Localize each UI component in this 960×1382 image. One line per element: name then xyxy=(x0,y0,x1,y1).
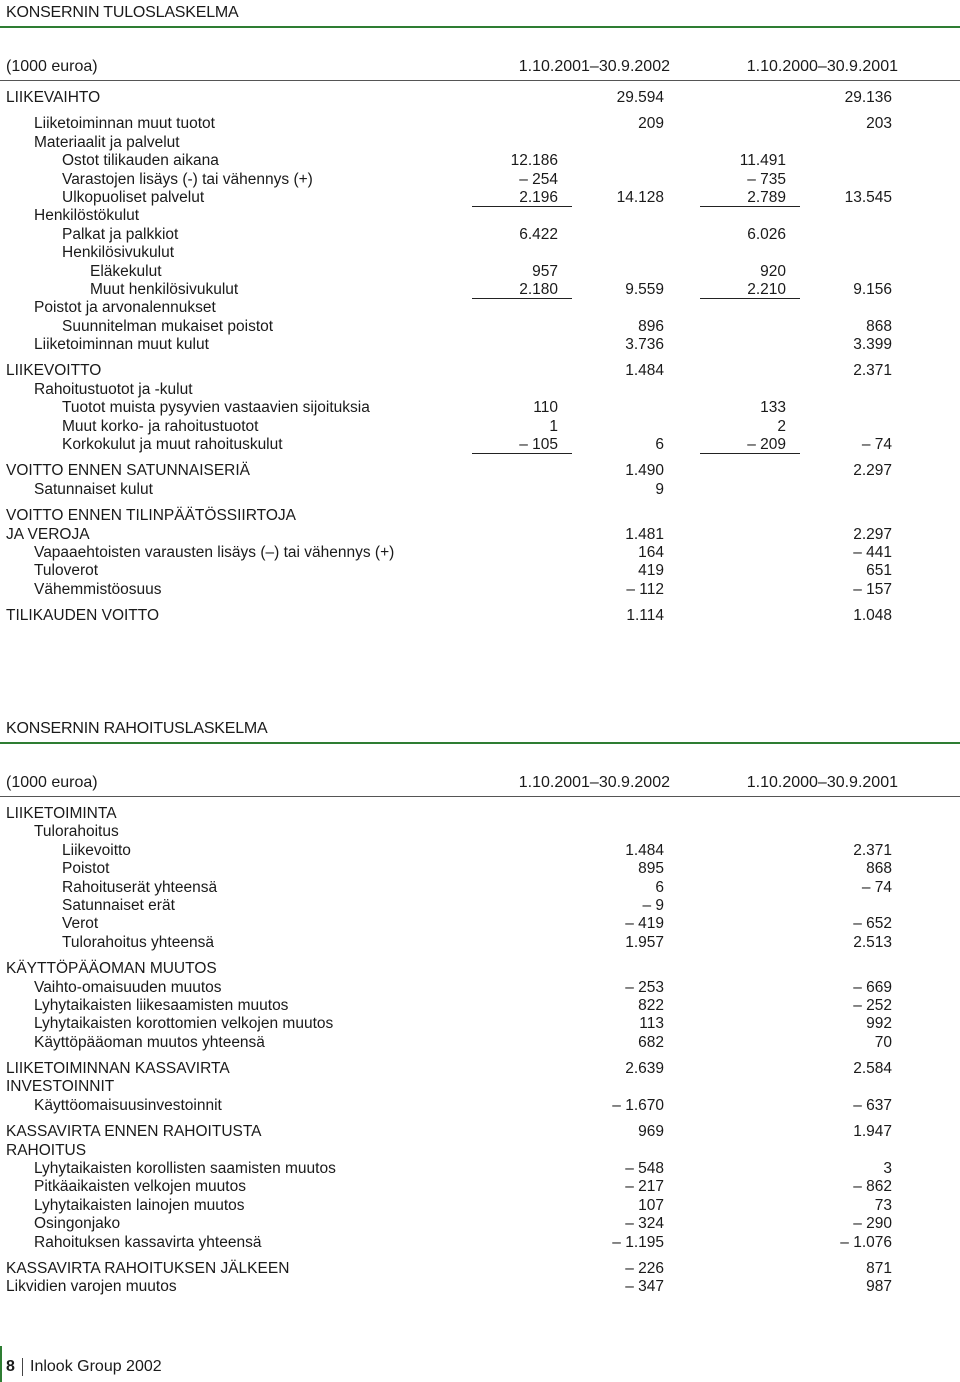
row-label: Käyttöpääoman muutos yhteensä xyxy=(34,1033,265,1051)
income-statement xyxy=(0,0,960,626)
cell-c1: 6.422 xyxy=(519,225,558,243)
row-label: Osingonjako xyxy=(34,1215,121,1233)
table-row xyxy=(0,562,960,580)
cell-c4: – 252 xyxy=(853,996,892,1014)
row-label: Varastojen lisäys (-) tai vähennys (+) xyxy=(62,170,313,188)
row-label: Ostot tilikauden aikana xyxy=(62,152,219,170)
row-label: Lyhytaikaisten korottomien velkojen muutos xyxy=(34,1015,334,1033)
table-row xyxy=(0,805,960,823)
row-label: RAHOITUS xyxy=(6,1141,87,1159)
cell-c1: 110 xyxy=(533,399,558,417)
page-footer xyxy=(0,1346,960,1382)
cell-c1: 1 xyxy=(549,417,558,435)
row-label: Suunnitelman mukaiset poistot xyxy=(62,317,274,335)
row-label: Vaihto-omaisuuden muutos xyxy=(34,978,222,996)
row-label: LIIKEVOITTO xyxy=(6,362,102,380)
cell-c4: 29.136 xyxy=(844,89,892,106)
row-label: Muut henkilösivukulut xyxy=(90,280,239,298)
cell-c2: – 347 xyxy=(625,1278,664,1296)
cell-c2: 419 xyxy=(638,562,664,580)
unit-label: (1000 euroa) xyxy=(6,774,98,791)
table-row xyxy=(0,979,960,997)
row-label: Rahoituserät yhteensä xyxy=(62,878,218,896)
income-header-row xyxy=(0,54,960,81)
row-label: Tulorahoitus xyxy=(34,823,119,841)
cell-c2: 29.594 xyxy=(616,89,664,106)
cell-c2: 107 xyxy=(638,1196,664,1214)
row-label: Käyttöomaisuusinvestoinnit xyxy=(34,1096,222,1114)
income-rows xyxy=(0,89,960,626)
cell-c2: – 548 xyxy=(625,1160,664,1178)
cell-c3: 11.491 xyxy=(739,152,786,170)
table-row xyxy=(0,1215,960,1233)
cashflow-statement-title: KONSERNIN RAHOITUSLASKELMA xyxy=(0,716,960,744)
cell-c4: 868 xyxy=(866,860,892,878)
table-row xyxy=(0,526,960,544)
row-label: VOITTO ENNEN TILINPÄÄTÖSSIIRTOJA xyxy=(6,507,296,525)
table-row xyxy=(0,997,960,1015)
row-label: Muut korko- ja rahoitustuotot xyxy=(62,417,259,435)
table-row xyxy=(0,171,960,189)
row-label: Lyhytaikaisten liikesaamisten muutos xyxy=(34,996,289,1014)
cell-c4: – 74 xyxy=(861,436,892,454)
cell-c4: – 441 xyxy=(853,543,892,561)
cell-c4: – 637 xyxy=(853,1096,892,1114)
table-row xyxy=(0,226,960,244)
row-label: Likvidien varojen muutos xyxy=(6,1278,177,1296)
period-current: 1.10.2001–30.9.2002 xyxy=(518,774,670,791)
table-row xyxy=(0,1234,960,1252)
row-label: Vähemmistöosuus xyxy=(34,580,162,598)
table-row xyxy=(0,1015,960,1033)
table-row xyxy=(0,1160,960,1178)
period-previous: 1.10.2000–30.9.2001 xyxy=(746,58,898,75)
cell-c4: – 157 xyxy=(853,580,892,598)
table-row xyxy=(0,244,960,262)
cell-c4: 1.048 xyxy=(853,607,892,625)
cell-c2: – 112 xyxy=(626,580,664,598)
row-label: Satunnaiset kulut xyxy=(34,480,153,498)
table-row xyxy=(0,152,960,170)
row-label: Satunnaiset erät xyxy=(62,896,175,914)
table-row xyxy=(0,418,960,436)
row-label: LIIKETOIMINNAN KASSAVIRTA xyxy=(6,1060,230,1078)
cell-c3: 2.789 xyxy=(700,189,800,207)
cell-c2: 9 xyxy=(655,480,664,498)
table-row xyxy=(0,1097,960,1115)
cell-c2: 6 xyxy=(655,878,664,896)
table-row xyxy=(0,581,960,599)
cell-c2: 1.490 xyxy=(625,462,664,480)
cell-c4: 13.545 xyxy=(844,188,892,206)
table-row xyxy=(0,189,960,207)
row-label: TILIKAUDEN VOITTO xyxy=(6,607,160,625)
table-row xyxy=(0,607,960,625)
footer-accent-bar xyxy=(0,1346,2,1382)
cell-c2: 1.481 xyxy=(625,525,664,543)
table-row xyxy=(0,381,960,399)
table-row xyxy=(0,115,960,133)
cell-c4: 2.584 xyxy=(853,1060,892,1078)
cell-c4: 2.513 xyxy=(853,933,892,951)
cell-c3: 2.210 xyxy=(700,281,800,299)
row-label: Lyhytaikaisten lainojen muutos xyxy=(34,1196,245,1214)
cell-c2: 3.736 xyxy=(625,336,664,354)
cell-c4: 992 xyxy=(866,1015,892,1033)
row-label: Rahoituksen kassavirta yhteensä xyxy=(34,1233,262,1251)
cell-c4: 2.297 xyxy=(853,525,892,543)
row-label: Poistot ja arvonalennukset xyxy=(34,299,216,317)
cell-c2: – 226 xyxy=(625,1259,664,1277)
company-name: Inlook Group 2002 xyxy=(30,1358,162,1375)
cell-c2: – 253 xyxy=(625,978,664,996)
row-label: Tuloverot xyxy=(34,562,99,580)
row-label: Henkilöstökulut xyxy=(34,207,140,225)
table-row xyxy=(0,1078,960,1096)
table-row xyxy=(0,207,960,225)
cell-c2: 822 xyxy=(638,996,664,1014)
table-row xyxy=(0,897,960,915)
cell-c2: – 1.195 xyxy=(612,1233,664,1251)
page-number: 8 xyxy=(6,1358,15,1375)
row-label: Materiaalit ja palvelut xyxy=(34,133,180,151)
cell-c4: 2.371 xyxy=(853,362,892,380)
cell-c4: – 74 xyxy=(861,878,892,896)
cell-c2: 1.484 xyxy=(625,362,664,380)
cell-c1: – 105 xyxy=(472,436,572,454)
row-label: KASSAVIRTA RAHOITUKSEN JÄLKEEN xyxy=(6,1259,290,1277)
table-row xyxy=(0,462,960,480)
cell-c3: – 735 xyxy=(747,170,786,188)
row-label: Tulorahoitus yhteensä xyxy=(62,933,214,951)
cell-c2: – 419 xyxy=(625,915,664,933)
table-row xyxy=(0,281,960,299)
cell-c2: 164 xyxy=(638,543,664,561)
row-label: Ulkopuoliset palvelut xyxy=(62,188,205,206)
table-row xyxy=(0,934,960,952)
cell-c2: 896 xyxy=(638,317,664,335)
cell-c4: 9.156 xyxy=(853,280,892,298)
cashflow-statement xyxy=(0,716,960,1297)
table-row xyxy=(0,362,960,380)
cell-c4: 2.371 xyxy=(853,841,892,859)
income-statement-title: KONSERNIN TULOSLASKELMA xyxy=(0,0,960,28)
row-label: Lyhytaikaisten korollisten saamisten muutos xyxy=(34,1160,336,1178)
table-row xyxy=(0,1123,960,1141)
table-row xyxy=(0,544,960,562)
table-row xyxy=(0,89,960,107)
table-row xyxy=(0,1142,960,1160)
cell-c2: – 1.670 xyxy=(612,1096,664,1114)
cell-c1: 12.186 xyxy=(510,152,558,170)
table-row xyxy=(0,1178,960,1196)
table-row xyxy=(0,299,960,317)
cell-c3: – 209 xyxy=(700,436,800,454)
row-label: Eläkekulut xyxy=(90,262,162,280)
cell-c4: 651 xyxy=(866,562,892,580)
cell-c2: 113 xyxy=(639,1015,664,1033)
cell-c1: 2.180 xyxy=(472,281,572,299)
row-label: Vapaaehtoisten varausten lisäys (–) tai vähennys (+) xyxy=(34,543,395,561)
cell-c3: 920 xyxy=(760,262,786,280)
cell-c2: 1.114 xyxy=(626,607,664,625)
table-row xyxy=(0,1197,960,1215)
cell-c3: 6.026 xyxy=(747,225,786,243)
cell-c2: 1.484 xyxy=(625,841,664,859)
row-label: JA VEROJA xyxy=(6,525,90,543)
cell-c4: 203 xyxy=(866,115,892,133)
table-row xyxy=(0,134,960,152)
cell-c4: 70 xyxy=(874,1033,892,1051)
table-row xyxy=(0,879,960,897)
row-label: Tuotot muista pysyvien vastaavien sijoituksia xyxy=(62,399,370,417)
cell-c2: 682 xyxy=(638,1033,664,1051)
table-row xyxy=(0,399,960,417)
cell-c2: – 217 xyxy=(625,1178,664,1196)
table-row xyxy=(0,436,960,454)
row-label: Pitkäaikaisten velkojen muutos xyxy=(34,1178,246,1196)
row-label: Rahoitustuotot ja -kulut xyxy=(34,380,193,398)
table-row xyxy=(0,1060,960,1078)
cell-c2: 1.957 xyxy=(625,933,664,951)
row-label: Verot xyxy=(62,915,99,933)
table-row xyxy=(0,263,960,281)
cell-c4: 3 xyxy=(883,1160,892,1178)
cell-c4: 871 xyxy=(866,1259,892,1277)
cell-c4: 987 xyxy=(866,1278,892,1296)
row-label: Liiketoiminnan muut kulut xyxy=(34,336,209,354)
cell-c3: 133 xyxy=(760,399,786,417)
table-row xyxy=(0,860,960,878)
row-label: KASSAVIRTA ENNEN RAHOITUSTA xyxy=(6,1123,262,1141)
row-label: Liiketoiminnan muut tuotot xyxy=(34,115,215,133)
cell-c2: 2.639 xyxy=(625,1060,664,1078)
row-label: Palkat ja palkkiot xyxy=(62,225,179,243)
cell-c4: – 290 xyxy=(853,1215,892,1233)
row-label: Liikevoitto xyxy=(62,841,131,859)
row-label: VOITTO ENNEN SATUNNAISERIÄ xyxy=(6,462,251,480)
cell-c1: 957 xyxy=(532,262,558,280)
table-row xyxy=(0,336,960,354)
cell-c4: 2.297 xyxy=(853,462,892,480)
cell-c2: 969 xyxy=(638,1123,664,1141)
cell-c4: 868 xyxy=(866,317,892,335)
cell-c4: – 669 xyxy=(853,978,892,996)
table-row xyxy=(0,842,960,860)
table-row xyxy=(0,823,960,841)
period-current: 1.10.2001–30.9.2002 xyxy=(518,58,670,75)
period-previous: 1.10.2000–30.9.2001 xyxy=(746,774,898,791)
cell-c2: 9.559 xyxy=(625,280,664,298)
table-row xyxy=(0,960,960,978)
row-label: Poistot xyxy=(62,860,110,878)
row-label: LIIKEVAIHTO xyxy=(6,89,101,106)
table-row xyxy=(0,481,960,499)
cell-c4: 3.399 xyxy=(853,336,892,354)
row-label: KÄYTTÖPÄÄOMAN MUUTOS xyxy=(6,960,217,978)
cell-c1: – 254 xyxy=(519,170,558,188)
cell-c4: 1.947 xyxy=(853,1123,892,1141)
cell-c2: 6 xyxy=(655,436,664,454)
row-label: LIIKETOIMINTA xyxy=(6,805,117,822)
table-row xyxy=(0,1278,960,1296)
cell-c3: 2 xyxy=(777,417,786,435)
cell-c2: – 324 xyxy=(625,1215,664,1233)
table-row xyxy=(0,318,960,336)
footer-divider xyxy=(22,1358,23,1376)
table-row xyxy=(0,507,960,525)
cell-c2: 209 xyxy=(638,115,664,133)
cell-c2: 14.128 xyxy=(616,188,664,206)
cell-c2: 895 xyxy=(638,860,664,878)
cell-c4: – 652 xyxy=(853,915,892,933)
cell-c2: – 9 xyxy=(642,896,664,914)
cell-c1: 2.196 xyxy=(472,189,572,207)
table-row xyxy=(0,915,960,933)
cell-c4: 73 xyxy=(874,1196,892,1214)
row-label: Korkokulut ja muut rahoituskulut xyxy=(62,436,283,454)
cashflow-header-row xyxy=(0,770,960,797)
unit-label: (1000 euroa) xyxy=(6,58,98,75)
table-row xyxy=(0,1260,960,1278)
row-label: INVESTOINNIT xyxy=(6,1078,115,1096)
row-label: Henkilösivukulut xyxy=(62,244,174,262)
table-row xyxy=(0,1034,960,1052)
cell-c4: – 1.076 xyxy=(840,1233,892,1251)
cashflow-rows xyxy=(0,805,960,1297)
cell-c4: – 862 xyxy=(853,1178,892,1196)
